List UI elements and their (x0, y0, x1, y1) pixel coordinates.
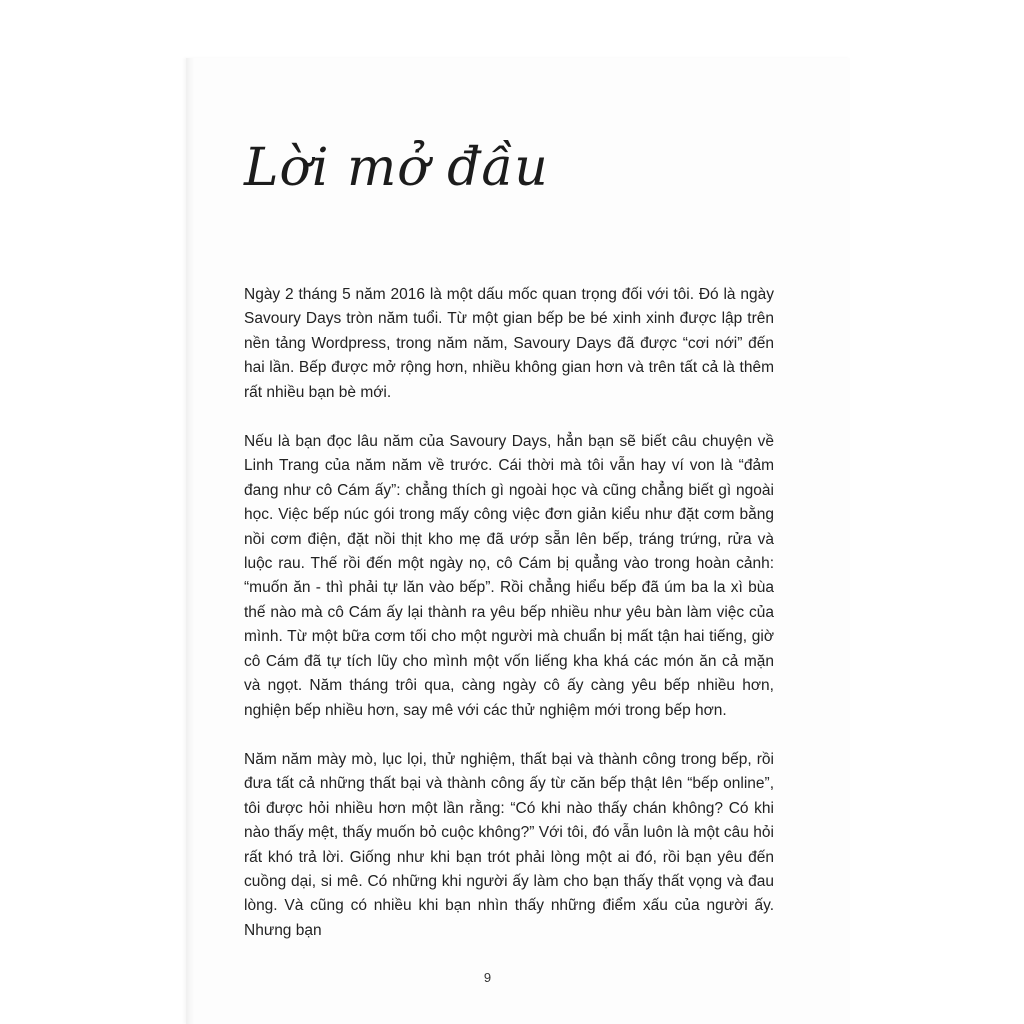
paragraph: Ngày 2 tháng 5 năm 2016 là một dấu mốc quan trọng đối với tôi. Đó là ngày Savoury Days tròn năm tuổi. Từ một gian bếp be bé xinh xinh được lập trên nền tảng Wordpress, trong năm năm, Savoury Days đã được “cơi nới” đến hai lần. Bếp được mở rộng hơn, nhiều không gian hơn và trên tất cả là thêm rất nhiều bạn bè mới. (244, 286, 774, 401)
paragraph: Năm năm mày mò, lục lọi, thử nghiệm, thất bại và thành công trong bếp, rồi đưa tất cả những thất bại và thành công ấy từ căn bếp thật lên “bếp online”, tôi được hỏi nhiều hơn một lần rằng: “Có khi nào thấy chán không? Có khi nào thấy mệt, thấy muốn bỏ cuộc không?” Với tôi, đó vẫn luôn là một câu hỏi rất khó trả lời. Giống như khi bạn trót phải lòng một ai đó, rồi bạn yêu đến cuồng dại, si mê. Có những khi người ấy làm cho bạn thấy thất vọng và đau lòng. Và cũng có nhiều khi bạn nhìn thấy những điểm xấu của người ấy. Nhưng bạn (244, 750, 774, 939)
binding-gutter-shadow (186, 58, 194, 1024)
page-number: 9 (483, 970, 492, 985)
paragraph: Nếu là bạn đọc lâu năm của Savoury Days, hẳn bạn sẽ biết câu chuyện về Linh Trang của năm năm về trước. Cái thời mà tôi vẫn hay ví von là “đảm đang như cô Cám ấy”: chẳng thích gì ngoài học và cũng chẳng biết gì ngoài học. Việc bếp núc gói trong mấy công việc đơn giản kiểu như đặt cơm bằng nồi cơm điện, đặt nồi thịt kho mẹ đã ướp sẵn lên bếp, tráng trứng, rửa và luộc rau. Thế rồi đến một ngày nọ, cô Cám bị quẳng vào trong hoàn cảnh: “muốn ăn - thì phải tự lăn vào bếp”. Rồi chẳng hiểu bếp đã úm ba la xì bùa thế nào mà cô Cám ấy lại thành ra yêu bếp nhiều như yêu bàn làm việc của mình. Từ một bữa cơm tối cho một người mà chuẩn bị mất tận hai tiếng, giờ cô Cám đã tự tích lũy cho mình một vốn liếng kha khá các món ăn cả mặn và ngọt. Năm tháng trôi qua, càng ngày cô ấy càng yêu bếp nhiều hơn, nghiện bếp nhiều hơn, say mê với các thử nghiệm mới trong bếp hơn. (244, 433, 774, 719)
body-text (244, 283, 774, 968)
chapter-title: Lời mở đầu (244, 138, 549, 198)
